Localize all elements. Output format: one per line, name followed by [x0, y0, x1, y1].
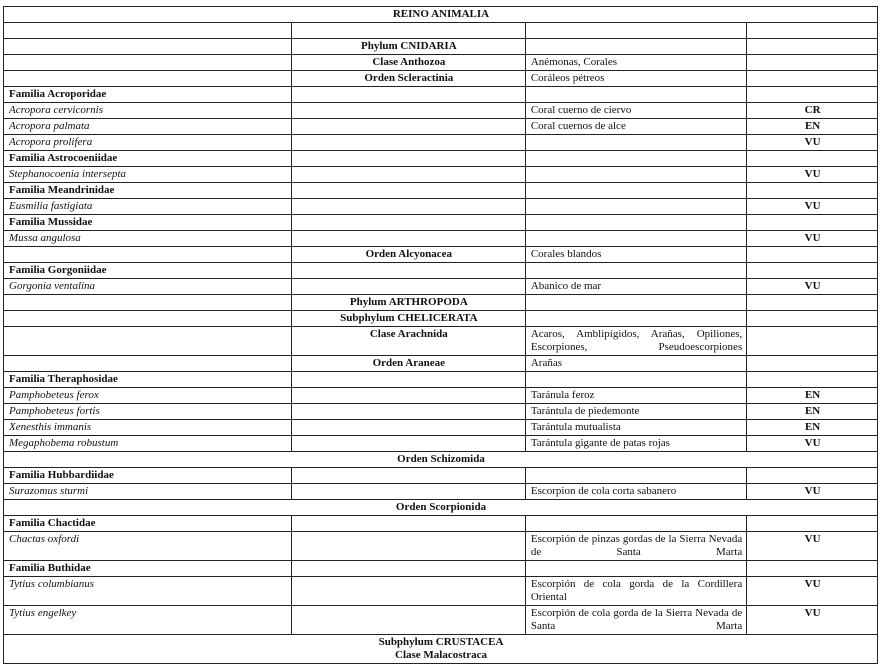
- conservation-status: VU: [747, 436, 878, 452]
- common-name: Escorpión de cola gorda de la Cordillera Oriental: [525, 577, 746, 606]
- empty-cell: [747, 87, 878, 103]
- empty-cell: [291, 279, 525, 295]
- empty-cell: [291, 183, 525, 199]
- empty-cell: [747, 372, 878, 388]
- conservation-status: EN: [747, 404, 878, 420]
- empty-cell: [291, 151, 525, 167]
- empty-cell: [4, 71, 292, 87]
- empty-cell: [525, 468, 746, 484]
- common-name: Anémonas, Corales: [525, 55, 746, 71]
- empty-cell: [291, 606, 525, 635]
- family-name: Familia Hubbardiidae: [4, 468, 292, 484]
- family-name: Familia Astrocoeniidae: [4, 151, 292, 167]
- common-name: Tarántula mutualista: [525, 420, 746, 436]
- taxon-row: [4, 247, 878, 263]
- family-name: Familia Theraphosidae: [4, 372, 292, 388]
- common-name: Abanico de mar: [525, 279, 746, 295]
- conservation-status: EN: [747, 420, 878, 436]
- blank-row: [4, 23, 878, 39]
- common-name: Coral cuernos de alce: [525, 119, 746, 135]
- status-cell: [747, 327, 878, 356]
- common-name: [525, 311, 746, 327]
- status-cell: [747, 295, 878, 311]
- conservation-status: VU: [747, 167, 878, 183]
- empty-cell: [291, 561, 525, 577]
- empty-cell: [291, 87, 525, 103]
- empty-cell: [747, 151, 878, 167]
- order-row: [4, 452, 878, 468]
- empty-cell: [291, 167, 525, 183]
- empty-cell: [4, 295, 292, 311]
- common-name: Coráleos pétreos: [525, 71, 746, 87]
- species-name: Acropora prolifera: [4, 135, 292, 151]
- taxon-name: Subphylum CHELICERATA: [291, 311, 525, 327]
- family-row: [4, 561, 878, 577]
- species-name: Tytius engelkey: [4, 606, 292, 635]
- family-row: [4, 372, 878, 388]
- empty-cell: [525, 183, 746, 199]
- empty-cell: [747, 561, 878, 577]
- common-name: Acaros, Amblipígidos, Arañas, Opiliones, Escorpiones, Pseudoescorpiones: [525, 327, 746, 356]
- empty-cell: [4, 39, 292, 55]
- empty-cell: [291, 484, 525, 500]
- species-name: Xenesthis immanis: [4, 420, 292, 436]
- conservation-status: VU: [747, 199, 878, 215]
- empty-cell: [291, 516, 525, 532]
- conservation-status: VU: [747, 135, 878, 151]
- species-row: [4, 103, 878, 119]
- species-row: [4, 388, 878, 404]
- common-name: Tarántula de piedemonte: [525, 404, 746, 420]
- table-title-row: [4, 7, 878, 23]
- empty-cell: [291, 199, 525, 215]
- subphylum-row: [4, 635, 878, 664]
- family-name: Familia Meandrinidae: [4, 183, 292, 199]
- taxon-name: Orden Alcyonacea: [291, 247, 525, 263]
- empty-cell: [291, 135, 525, 151]
- common-name: Taránula feroz: [525, 388, 746, 404]
- common-name: Corales blandos: [525, 247, 746, 263]
- conservation-status: EN: [747, 119, 878, 135]
- species-name: Stephanocoenia intersepta: [4, 167, 292, 183]
- empty-cell: [291, 532, 525, 561]
- status-cell: [747, 39, 878, 55]
- family-row: [4, 516, 878, 532]
- species-row: [4, 231, 878, 247]
- class-name: Clase Malacostraca: [395, 649, 487, 661]
- status-cell: [747, 311, 878, 327]
- empty-cell: [525, 23, 746, 39]
- taxon-name: Phylum CNIDARIA: [291, 39, 525, 55]
- family-row: [4, 215, 878, 231]
- taxon-row: [4, 71, 878, 87]
- family-row: [4, 263, 878, 279]
- species-name: Eusmilia fastigiata: [4, 199, 292, 215]
- empty-cell: [4, 55, 292, 71]
- common-name: Escorpion de cola corta sabanero: [525, 484, 746, 500]
- species-name: Tytius columbianus: [4, 577, 292, 606]
- empty-cell: [525, 263, 746, 279]
- empty-cell: [291, 23, 525, 39]
- species-row: [4, 436, 878, 452]
- empty-cell: [525, 87, 746, 103]
- subphylum-name: Subphylum CRUSTACEA: [378, 636, 504, 648]
- empty-cell: [525, 215, 746, 231]
- empty-cell: [291, 215, 525, 231]
- empty-cell: [747, 468, 878, 484]
- status-cell: [747, 55, 878, 71]
- species-row: [4, 577, 878, 606]
- species-row: [4, 119, 878, 135]
- taxon-row: [4, 39, 878, 55]
- empty-cell: [747, 263, 878, 279]
- common-name: [525, 167, 746, 183]
- common-name: [525, 295, 746, 311]
- species-name: Chactas oxfordi: [4, 532, 292, 561]
- empty-cell: [4, 247, 292, 263]
- empty-cell: [4, 356, 292, 372]
- taxon-name: Clase Arachnida: [291, 327, 525, 356]
- species-name: Acropora palmata: [4, 119, 292, 135]
- species-name: Mussa angulosa: [4, 231, 292, 247]
- conservation-status: VU: [747, 484, 878, 500]
- document-table-container: [3, 6, 878, 664]
- species-row: [4, 532, 878, 561]
- empty-cell: [291, 436, 525, 452]
- taxon-row: [4, 55, 878, 71]
- empty-cell: [747, 516, 878, 532]
- conservation-status: VU: [747, 231, 878, 247]
- status-cell: [747, 71, 878, 87]
- taxon-row: [4, 356, 878, 372]
- species-name: Gorgonia ventalina: [4, 279, 292, 295]
- status-cell: [747, 356, 878, 372]
- common-name: Escorpión de pinzas gordas de la Sierra Nevada de Santa Marta: [525, 532, 746, 561]
- family-row: [4, 183, 878, 199]
- taxon-name: Clase Anthozoa: [291, 55, 525, 71]
- empty-cell: [291, 103, 525, 119]
- taxon-name: Orden Araneae: [291, 356, 525, 372]
- status-cell: [747, 247, 878, 263]
- species-row: [4, 404, 878, 420]
- empty-cell: [291, 404, 525, 420]
- empty-cell: [291, 372, 525, 388]
- conservation-status: VU: [747, 532, 878, 561]
- taxon-row: [4, 327, 878, 356]
- species-row: [4, 279, 878, 295]
- order-row: [4, 500, 878, 516]
- common-name: Coral cuerno de ciervo: [525, 103, 746, 119]
- species-table-body: [4, 7, 878, 664]
- empty-cell: [525, 372, 746, 388]
- empty-cell: [4, 311, 292, 327]
- species-name: Pamphobeteus fortis: [4, 404, 292, 420]
- species-name: Megaphobema robustum: [4, 436, 292, 452]
- taxon-name: Phylum ARTHROPODA: [291, 295, 525, 311]
- empty-cell: [291, 420, 525, 436]
- family-row: [4, 151, 878, 167]
- species-row: [4, 199, 878, 215]
- order-name: Orden Scorpionida: [4, 500, 878, 516]
- family-row: [4, 468, 878, 484]
- empty-cell: [747, 215, 878, 231]
- empty-cell: [291, 388, 525, 404]
- conservation-status: CR: [747, 103, 878, 119]
- empty-cell: [4, 327, 292, 356]
- species-table: [3, 6, 878, 664]
- conservation-status: VU: [747, 279, 878, 295]
- empty-cell: [291, 231, 525, 247]
- common-name: [525, 231, 746, 247]
- empty-cell: [291, 468, 525, 484]
- common-name: Tarántula gigante de patas rojas: [525, 436, 746, 452]
- empty-cell: [4, 23, 292, 39]
- empty-cell: [747, 183, 878, 199]
- species-name: Acropora cervicornis: [4, 103, 292, 119]
- species-row: [4, 135, 878, 151]
- order-name: Orden Schizomida: [4, 452, 878, 468]
- species-row: [4, 167, 878, 183]
- family-name: Familia Buthidae: [4, 561, 292, 577]
- empty-cell: [291, 119, 525, 135]
- species-row: [4, 484, 878, 500]
- subphylum-heading: [4, 635, 878, 664]
- species-row: [4, 420, 878, 436]
- family-row: [4, 87, 878, 103]
- family-name: Familia Chactidae: [4, 516, 292, 532]
- table-title: REINO ANIMALIA: [4, 7, 878, 23]
- conservation-status: VU: [747, 577, 878, 606]
- taxon-name: Orden Scleractinia: [291, 71, 525, 87]
- common-name: Arañas: [525, 356, 746, 372]
- family-name: Familia Gorgoniidae: [4, 263, 292, 279]
- empty-cell: [291, 263, 525, 279]
- empty-cell: [291, 577, 525, 606]
- empty-cell: [747, 23, 878, 39]
- taxon-row: [4, 311, 878, 327]
- species-name: Surazomus sturmi: [4, 484, 292, 500]
- empty-cell: [525, 151, 746, 167]
- family-name: Familia Acroporidae: [4, 87, 292, 103]
- family-name: Familia Mussidae: [4, 215, 292, 231]
- species-row: [4, 606, 878, 635]
- common-name: Escorpión de cola gorda de la Sierra Nevada de Santa Marta: [525, 606, 746, 635]
- common-name: [525, 199, 746, 215]
- empty-cell: [525, 516, 746, 532]
- species-name: Pamphobeteus ferox: [4, 388, 292, 404]
- conservation-status: EN: [747, 388, 878, 404]
- empty-cell: [525, 561, 746, 577]
- common-name: [525, 39, 746, 55]
- taxon-row: [4, 295, 878, 311]
- common-name: [525, 135, 746, 151]
- conservation-status: VU: [747, 606, 878, 635]
